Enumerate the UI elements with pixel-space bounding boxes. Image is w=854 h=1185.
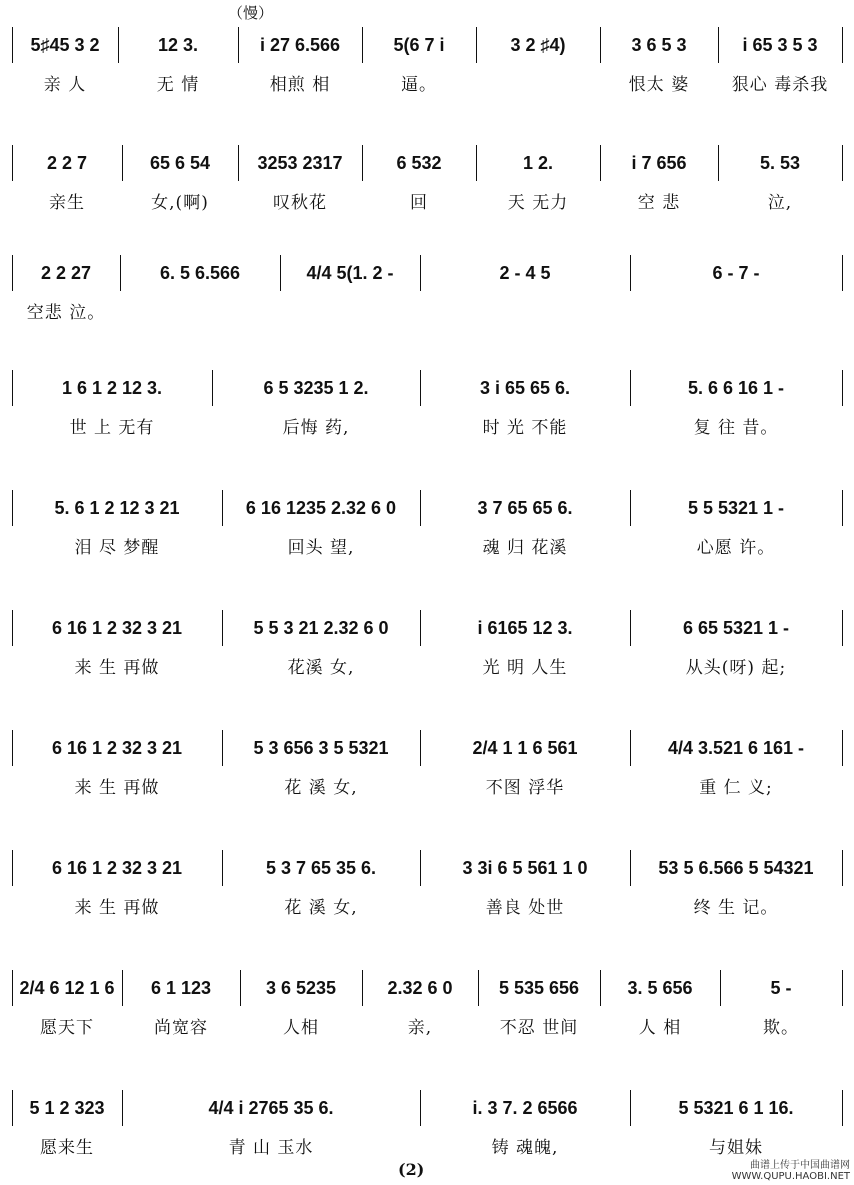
barline (420, 730, 421, 766)
lyric-text: 来 生 再做 (74, 658, 160, 678)
measure-lyrics (636, 893, 836, 923)
notes-text: 5 3 656 3 5 5321 (253, 738, 389, 758)
measure-lyrics (426, 298, 624, 328)
barline (600, 27, 601, 63)
barline (280, 255, 281, 291)
notes-text: 3. 5 656 (627, 978, 693, 998)
measure-notes (18, 973, 116, 1003)
measure-lyrics (128, 188, 232, 218)
measure-lyrics (482, 188, 594, 218)
lyrics-row (0, 653, 854, 683)
lyric-text: 魂 归 花溪 (482, 538, 568, 558)
measure-lyrics (228, 893, 414, 923)
notation-row (0, 148, 854, 178)
barline (118, 27, 119, 63)
notes-text: 5 5321 6 1 16. (678, 1098, 794, 1118)
measure-notes (726, 973, 836, 1003)
measure-lyrics (18, 1133, 116, 1163)
measure-lyrics (124, 70, 232, 100)
barline (12, 850, 13, 886)
measure-lyrics (18, 413, 206, 443)
lyric-text: 从头(呀) 起; (685, 658, 787, 678)
measure-notes (128, 973, 234, 1003)
barline (12, 255, 13, 291)
barline (630, 490, 631, 526)
notes-text: 3 7 65 65 6. (477, 498, 573, 518)
barline (420, 850, 421, 886)
barline (630, 850, 631, 886)
notes-text: 6 16 1 2 32 3 21 (51, 858, 183, 878)
notes-text: 6 16 1 2 32 3 21 (51, 738, 183, 758)
measure-lyrics (368, 188, 470, 218)
measure-lyrics (426, 653, 624, 683)
lyric-text: 愿天下 (40, 1018, 94, 1038)
measure-notes (636, 373, 836, 403)
measure-lyrics (18, 70, 112, 100)
measure-lyrics (244, 188, 356, 218)
barline (478, 970, 479, 1006)
notation-row (0, 493, 854, 523)
barline (122, 970, 123, 1006)
measure-notes (18, 1093, 116, 1123)
notes-text: 5. 6 1 2 12 3 21 (54, 498, 180, 518)
notes-text: 5. 6 6 16 1 - (687, 378, 785, 398)
measure-notes (724, 30, 836, 60)
barline (842, 730, 843, 766)
notation-row (0, 733, 854, 763)
notes-text: 6 1 123 (150, 978, 212, 998)
measure-lyrics (244, 70, 356, 100)
barline (362, 145, 363, 181)
measure-notes (636, 493, 836, 523)
measure-notes (244, 30, 356, 60)
measure-notes (482, 30, 594, 60)
lyric-text: 狠心 毒杀我 (731, 75, 829, 95)
notation-row (0, 30, 854, 60)
measure-lyrics (724, 70, 836, 100)
measure-lyrics (426, 893, 624, 923)
lyric-text: 善良 处世 (485, 898, 565, 918)
barline (842, 370, 843, 406)
barline (122, 1090, 123, 1126)
lyric-text: 泣, (767, 193, 793, 213)
lyric-text: 与姐妹 (709, 1138, 763, 1158)
notes-text: 5 3 7 65 35 6. (265, 858, 377, 878)
measure-lyrics (724, 188, 836, 218)
measure-notes (636, 733, 836, 763)
notes-text: 6 16 1 2 32 3 21 (51, 618, 183, 638)
barline (600, 145, 601, 181)
lyric-text: 光 明 人生 (482, 658, 568, 678)
measure-notes (606, 30, 712, 60)
measure-lyrics (426, 1133, 624, 1163)
notes-text: 53 5 6.566 5 54321 (658, 858, 814, 878)
lyrics-row (0, 1133, 854, 1163)
barline (600, 970, 601, 1006)
measure-notes (128, 148, 232, 178)
measure-notes (636, 258, 836, 288)
barline (842, 970, 843, 1006)
notes-text: 5 1 2 323 (29, 1098, 105, 1118)
measure-notes (128, 1093, 414, 1123)
measure-notes (246, 973, 356, 1003)
watermark: 曲谱上传于中国曲谱网 WWW.QUPU.HAOBI.NET (731, 1160, 850, 1182)
lyric-text: 亲生 (49, 193, 85, 213)
measure-notes (636, 1093, 836, 1123)
barline (630, 1090, 631, 1126)
lyric-text: 人 相 (638, 1018, 682, 1038)
barline (12, 610, 13, 646)
lyric-text: 花 溪 女, (284, 898, 358, 918)
measure-lyrics (18, 773, 216, 803)
measure-lyrics (606, 188, 712, 218)
measure-notes (426, 613, 624, 643)
notes-text: 3253 2317 (257, 153, 343, 173)
lyric-text: 回 (410, 193, 428, 213)
barline (12, 1090, 13, 1126)
notes-text: i 27 6.566 (259, 35, 341, 55)
notes-text: 5 - (770, 978, 792, 998)
lyric-text: 相煎 相 (269, 75, 331, 95)
lyric-text: 终 生 记。 (693, 898, 779, 918)
measure-lyrics (18, 533, 216, 563)
measure-lyrics (128, 1013, 234, 1043)
notes-text: 4/4 3.521 6 161 - (667, 738, 805, 758)
notes-text: 3 3i 6 5 561 1 0 (462, 858, 588, 878)
barline (476, 27, 477, 63)
barline (12, 27, 13, 63)
measure-lyrics (426, 533, 624, 563)
measure-notes (426, 258, 624, 288)
measure-lyrics (484, 1013, 594, 1043)
measure-lyrics (636, 773, 836, 803)
measure-notes (18, 373, 206, 403)
lyric-text: 女,(啊) (151, 193, 209, 213)
notes-text: 1 6 1 2 12 3. (61, 378, 163, 398)
notes-text: 6 - 7 - (712, 263, 760, 283)
measure-notes (426, 733, 624, 763)
measure-notes (484, 973, 594, 1003)
lyric-text: 叹秋花 (273, 193, 327, 213)
measure-notes (18, 733, 216, 763)
notes-text: i 6165 12 3. (477, 618, 573, 638)
notes-text: 1 2. (522, 153, 554, 173)
measure-lyrics (286, 298, 414, 328)
lyric-text: 心愿 许。 (696, 538, 776, 558)
barline (12, 970, 13, 1006)
lyrics-row (0, 188, 854, 218)
barline (420, 370, 421, 406)
measure-notes (126, 258, 274, 288)
barline (120, 255, 121, 291)
notes-text: 4/4 i 2765 35 6. (208, 1098, 334, 1118)
measure-lyrics (426, 773, 624, 803)
barline (222, 730, 223, 766)
notes-text: 3 6 5 3 (631, 35, 687, 55)
barline (12, 490, 13, 526)
lyric-text: 愿来生 (40, 1138, 94, 1158)
barline (238, 145, 239, 181)
measure-notes (18, 30, 112, 60)
barline (222, 490, 223, 526)
lyric-text: 亲 人 (43, 75, 87, 95)
barline (842, 27, 843, 63)
barline (630, 370, 631, 406)
measure-notes (426, 493, 624, 523)
lyric-text: 不图 浮华 (485, 778, 565, 798)
measure-notes (368, 973, 472, 1003)
barline (842, 145, 843, 181)
lyric-text: 无 情 (156, 75, 200, 95)
measure-notes (228, 493, 414, 523)
barline (420, 1090, 421, 1126)
measure-lyrics (228, 533, 414, 563)
barline (842, 610, 843, 646)
notation-row (0, 258, 854, 288)
lyric-text: 不忍 世间 (499, 1018, 579, 1038)
barline (420, 610, 421, 646)
measure-notes (218, 373, 414, 403)
measure-notes (426, 1093, 624, 1123)
barline (842, 1090, 843, 1126)
measure-lyrics (726, 1013, 836, 1043)
measure-lyrics (636, 533, 836, 563)
measure-lyrics (18, 653, 216, 683)
measure-notes (228, 733, 414, 763)
measure-lyrics (18, 298, 114, 328)
lyric-text: 铸 魂魄, (491, 1138, 559, 1158)
lyric-text: 空 悲 (637, 193, 681, 213)
measure-notes (18, 853, 216, 883)
measure-lyrics (636, 653, 836, 683)
notation-row (0, 853, 854, 883)
measure-notes (606, 148, 712, 178)
measure-notes (244, 148, 356, 178)
barline (362, 27, 363, 63)
notes-text: 3 i 65 65 6. (479, 378, 571, 398)
barline (240, 970, 241, 1006)
lyrics-row (0, 533, 854, 563)
measure-lyrics (126, 298, 274, 328)
barline (720, 970, 721, 1006)
barline (842, 490, 843, 526)
lyric-text: 回头 望, (287, 538, 355, 558)
barline (222, 610, 223, 646)
measure-lyrics (636, 413, 836, 443)
notes-text: 2/4 1 1 6 561 (472, 738, 578, 758)
lyric-text: 恨太 婆 (628, 75, 690, 95)
measure-lyrics (18, 1013, 116, 1043)
measure-notes (368, 30, 470, 60)
barline (842, 255, 843, 291)
notes-text: 5 5 5321 1 - (687, 498, 785, 518)
lyric-text: 尚宽容 (154, 1018, 208, 1038)
measure-notes (636, 853, 836, 883)
measure-lyrics (228, 773, 414, 803)
barline (212, 370, 213, 406)
lyric-text: 泪 尽 梦醒 (74, 538, 160, 558)
notes-text: 3 6 5235 (265, 978, 337, 998)
notes-text: 5 5 3 21 2.32 6 0 (253, 618, 389, 638)
measure-notes (18, 258, 114, 288)
lyric-text: 花 溪 女, (284, 778, 358, 798)
barline (476, 145, 477, 181)
lyrics-row (0, 1013, 854, 1043)
notes-text: 2/4 6 12 1 6 (19, 978, 115, 998)
notation-row (0, 973, 854, 1003)
barline (222, 850, 223, 886)
lyric-text: 天 无力 (507, 193, 569, 213)
barline (718, 145, 719, 181)
barline (718, 27, 719, 63)
measure-notes (286, 258, 414, 288)
notes-text: 6 65 5321 1 - (682, 618, 790, 638)
barline (842, 850, 843, 886)
lyric-text: 来 生 再做 (74, 778, 160, 798)
lyric-text: 人相 (283, 1018, 319, 1038)
barline (630, 610, 631, 646)
measure-notes (426, 853, 624, 883)
lyrics-row (0, 893, 854, 923)
lyric-text: 逼。 (401, 75, 437, 95)
page-number: (2) (398, 1160, 425, 1179)
notes-text: 5(6 7 i (393, 35, 445, 55)
lyric-text: 时 光 不能 (482, 418, 568, 438)
measure-lyrics (368, 70, 470, 100)
barline (122, 145, 123, 181)
barline (630, 255, 631, 291)
barline (630, 730, 631, 766)
notes-text: i. 3 7. 2 6566 (472, 1098, 578, 1118)
notes-text: i 7 656 (631, 153, 687, 173)
measure-lyrics (482, 70, 594, 100)
lyrics-row (0, 413, 854, 443)
notes-text: 2 2 7 (46, 153, 88, 173)
measure-lyrics (606, 1013, 714, 1043)
notes-text: 5 535 656 (498, 978, 580, 998)
measure-lyrics (368, 1013, 472, 1043)
measure-lyrics (246, 1013, 356, 1043)
measure-notes (18, 613, 216, 643)
lyric-text: 世 上 无有 (69, 418, 155, 438)
notes-text: 5. 53 (759, 153, 801, 173)
notes-text: 6. 5 6.566 (159, 263, 241, 283)
measure-notes (124, 30, 232, 60)
notes-text: 65 6 54 (149, 153, 211, 173)
notes-text: 6 532 (396, 153, 442, 173)
lyric-text: 亲, (407, 1018, 433, 1038)
measure-notes (18, 493, 216, 523)
measure-lyrics (636, 298, 836, 328)
lyric-text: 空悲 泣。 (26, 303, 106, 323)
lyrics-row (0, 773, 854, 803)
notes-text: i 65 3 5 3 (742, 35, 818, 55)
barline (420, 255, 421, 291)
notes-text: 6 5 3235 1 2. (263, 378, 369, 398)
notes-text: 2 - 4 5 (499, 263, 551, 283)
measure-notes (636, 613, 836, 643)
barline (362, 970, 363, 1006)
notes-text: 4/4 5(1. 2 - (306, 263, 394, 283)
lyric-text: 复 往 昔。 (693, 418, 779, 438)
measure-notes (18, 148, 116, 178)
notes-text: 2 2 27 (40, 263, 92, 283)
barline (12, 370, 13, 406)
notes-text: 6 16 1235 2.32 6 0 (245, 498, 397, 518)
lyric-text: 欺。 (763, 1018, 799, 1038)
notation-row (0, 613, 854, 643)
lyric-text: 青 山 玉水 (228, 1138, 314, 1158)
tempo-mark: （慢） (228, 4, 274, 22)
lyric-text: 花溪 女, (287, 658, 355, 678)
measure-notes (228, 853, 414, 883)
notes-text: 2.32 6 0 (387, 978, 453, 998)
measure-lyrics (18, 893, 216, 923)
barline (238, 27, 239, 63)
measure-lyrics (18, 188, 116, 218)
measure-notes (368, 148, 470, 178)
measure-lyrics (228, 653, 414, 683)
lyric-text: 来 生 再做 (74, 898, 160, 918)
notation-row (0, 1093, 854, 1123)
barline (12, 145, 13, 181)
lyrics-row (0, 70, 854, 100)
lyrics-row (0, 298, 854, 328)
measure-notes (482, 148, 594, 178)
measure-lyrics (128, 1133, 414, 1163)
notes-text: 12 3. (157, 35, 199, 55)
lyric-text: 重 仁 义; (699, 778, 773, 798)
notes-text: 5♯45 3 2 (30, 35, 100, 55)
measure-lyrics (426, 413, 624, 443)
barline (12, 730, 13, 766)
notation-row (0, 373, 854, 403)
measure-notes (724, 148, 836, 178)
measure-notes (606, 973, 714, 1003)
measure-notes (426, 373, 624, 403)
measure-lyrics (606, 70, 712, 100)
measure-lyrics (218, 413, 414, 443)
lyric-text: 后悔 药, (282, 418, 350, 438)
notes-text: 3 2 ♯4) (510, 35, 566, 55)
measure-notes (228, 613, 414, 643)
barline (420, 490, 421, 526)
measure-lyrics (636, 1133, 836, 1163)
